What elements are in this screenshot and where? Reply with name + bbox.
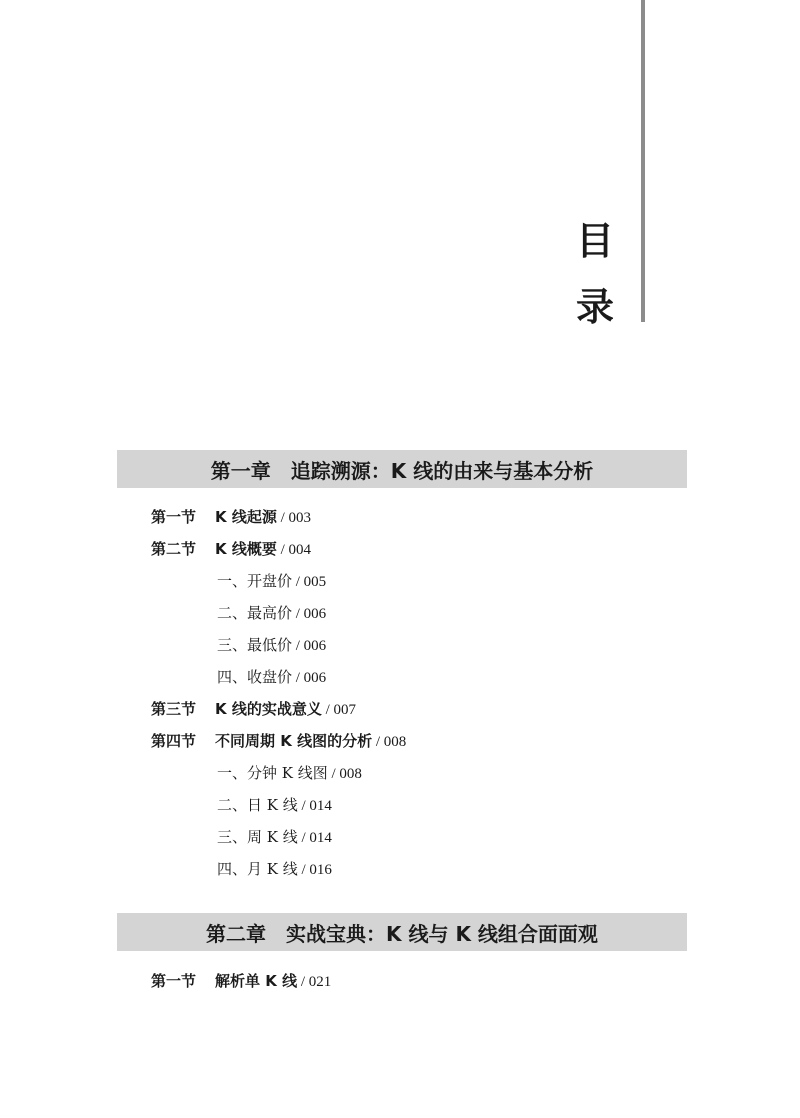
page-number: / 006 [292,670,327,686]
toc-subsection-entry[interactable] [217,569,326,593]
toc-subsection-entry[interactable] [217,665,326,689]
section-label: 第二节 [151,540,197,558]
section-label: 第一节 [151,972,197,990]
subsection-title: 三、最低价 [217,636,293,654]
page-number: / 005 [292,574,327,590]
toc-section-entry[interactable] [151,505,311,529]
section-title: 解析单 K 线 [215,972,298,990]
page-number: / 008 [372,734,407,750]
subsection-title: 一、开盘价 [217,572,293,590]
page-number: / 004 [276,542,312,558]
toc-subsection-entry[interactable] [217,825,332,849]
page-number: / 007 [321,702,357,718]
toc-subsection-entry[interactable] [217,601,326,625]
page-number: / 003 [276,510,312,526]
subsection-title: 二、日 K 线 [217,796,298,814]
section-label: 第四节 [151,732,197,750]
page-number: / 008 [327,766,362,782]
toc-subsection-entry[interactable] [217,761,362,785]
subsection-title: 三、周 K 线 [217,828,298,846]
section-title: K 线概要 [215,540,277,558]
page-number: / 014 [297,798,332,814]
chapter-1-heading[interactable]: 第一章 追踪溯源：K 线的由来与基本分析 [117,450,687,488]
page-number: / 006 [292,606,327,622]
toc-subsection-entry[interactable] [217,857,332,881]
subsection-title: 一、分钟 K 线图 [217,764,328,782]
page-number: / 016 [297,862,332,878]
toc-section-entry[interactable] [151,729,406,753]
chapter-2-heading[interactable]: 第二章 实战宝典：K 线与 K 线组合面面观 [117,913,687,951]
toc-section-entry[interactable] [151,697,356,721]
page-number: / 021 [297,974,332,990]
vertical-rule [641,0,645,322]
toc-section-entry[interactable] [151,969,331,993]
page-title-char-2: 录 [575,285,614,329]
toc-subsection-entry[interactable] [217,793,332,817]
section-label: 第三节 [151,700,197,718]
section-label: 第一节 [151,508,197,526]
page-number: / 014 [297,830,332,846]
subsection-title: 四、月 K 线 [217,860,298,878]
section-title: K 线起源 [215,508,277,526]
toc-section-entry[interactable] [151,537,311,561]
section-title: K 线的实战意义 [215,700,322,718]
subsection-title: 四、收盘价 [217,668,293,686]
page-title-char-1: 目 [575,219,614,263]
subsection-title: 二、最高价 [217,604,293,622]
toc-subsection-entry[interactable] [217,633,326,657]
page-number: / 006 [292,638,327,654]
section-title: 不同周期 K 线图的分析 [215,732,373,750]
